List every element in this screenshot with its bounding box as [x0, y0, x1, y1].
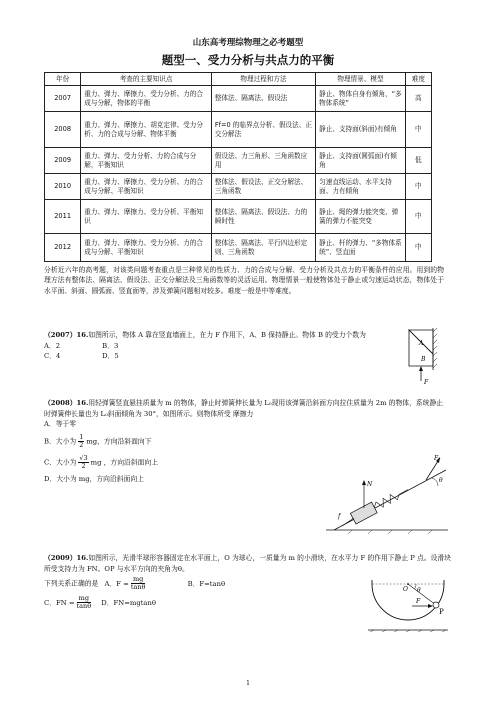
label-b: B [421, 356, 426, 363]
cell-year: 2008 [45, 112, 81, 148]
cell-knowledge: 重力、弹力、摩擦力、受力分析、平衡知识 [81, 200, 212, 234]
cell-scenario: 静止、支持面(斜面)有倾角 [316, 112, 406, 148]
cell-difficulty: 中 [405, 234, 431, 262]
cell-difficulty: 中 [405, 200, 431, 234]
fraction: $\frac{mg}{\tan\theta}$ [76, 594, 92, 610]
fraction: $\frac{√3}{2}$ [79, 453, 88, 470]
table-row [45, 200, 432, 234]
label-f: F [424, 379, 429, 386]
fraction: $\frac{1}{2}$ [79, 432, 84, 449]
cell-knowledge: 重力、弹力、摩擦力、胡克定律、受力分析、力的合成与分解、物体平衡 [81, 112, 212, 148]
question-2007 [44, 330, 384, 362]
option-b: B．F=tanθ [187, 579, 226, 588]
hemisphere-figure [366, 574, 450, 632]
cell-difficulty: 高 [405, 86, 431, 112]
header-knowledge: 考查的主要知识点 [81, 73, 212, 86]
header-scenario: 物理情景、模型 [316, 73, 406, 86]
cell-year: 2012 [45, 234, 81, 262]
wall-blocks-figure [395, 326, 447, 386]
option-d: D．FN=mgtanθ [101, 598, 156, 607]
cell-difficulty: 中 [405, 174, 431, 200]
cell-scenario: 静止、绳的弹力能突变、弹簧的弹力不能突变 [316, 200, 406, 234]
option-c: C．4 [44, 352, 61, 360]
option-b: B．大小为 $\frac{1}{2}$ mg，方向沿斜面向下 [44, 432, 152, 449]
question-tag: （2009）16. [44, 554, 89, 562]
cell-scenario: 静止、物体自身有倾角，“多物体系统” [316, 86, 406, 112]
label-f: F [416, 598, 421, 605]
question-tag: （2007）16. [44, 331, 89, 339]
page-number: 1 [246, 680, 250, 687]
option-d: D．大小为 mg，方向沿斜面向上 [44, 474, 144, 483]
option-a: A．2 [44, 341, 61, 350]
table-row [45, 234, 432, 262]
option-a: A．等于零 [44, 420, 77, 428]
cell-difficulty: 中 [405, 112, 431, 148]
label-theta: θ [439, 477, 443, 484]
label-p: P [439, 608, 444, 616]
cell-difficulty: 低 [405, 148, 431, 174]
cell-scenario: 匀速直线运动、水平支持面、力有倾角 [316, 174, 406, 200]
option-a: A．F = $\frac{mg}{\tan\theta}$ [104, 575, 146, 591]
label-theta: θ [417, 587, 421, 594]
cell-year: 2011 [45, 200, 81, 234]
label-friction: f [338, 513, 341, 520]
cell-year: 2009 [45, 148, 81, 174]
cell-knowledge: 重力、弹力、摩擦力、受力分析、力的合成与分解、平衡知识 [81, 174, 212, 200]
section-title: 题型一、受力分析与共点力的平衡 [161, 53, 335, 67]
cell-method: 整体法、假设法、正交分解法、三角函数 [211, 174, 315, 200]
cell-knowledge: 重力、弹力、受力分析、力的合成与分解，平衡知识 [81, 148, 212, 174]
table-row [45, 174, 432, 200]
option-c: C．FN = $\frac{mg}{\tan\theta}$ [44, 594, 92, 610]
cell-scenario: 静止、支持面(圆弧面)有倾角 [316, 148, 406, 174]
cell-knowledge: 重力、弹力、摩擦力、受力分析、力的合成与分解、平衡知识 [81, 234, 212, 262]
header-difficulty: 难度 [405, 73, 431, 86]
question-tag: （2008）16. [44, 399, 89, 407]
label-o: O [403, 586, 408, 593]
label-n: N [367, 481, 373, 488]
option-b: B．3 [102, 341, 119, 350]
exam-summary-table [44, 72, 432, 262]
header-method: 物理过程和方法 [211, 73, 315, 86]
option-d: D．5 [102, 352, 119, 360]
label-f: F [434, 455, 439, 462]
question-stem: 用轻弹簧竖直悬挂质量为 m 的物体，静止时弹簧伸长量为 L₀现用该弹簧沿斜面方向拉住质量为 2m 的物体，系统静止时弹簧伸长量也为 L₀斜面倾角为 30°，如图所示。则物体所受 摩擦力 [44, 399, 444, 418]
cell-method: 整体法、隔离法、假设法、力的瞬时性 [211, 200, 315, 234]
question-stem: 如图所示，物体 A 靠在竖直墙面上，在力 F 作用下，A、B 保持静止。物体 B 的受力个数为 [88, 331, 366, 339]
label-a: A [419, 340, 424, 347]
cell-method: 整体法、隔离法、假设法 [211, 86, 315, 112]
cell-method: Ff=0 的临界点分析、假设法、正交分解法 [211, 112, 315, 148]
question-stem: 如图所示，光滑半球形容器固定在水平面上，O 为球心，一质量为 m 的小滑块，在水平力 F 的作用下静止 P 点。设滑块所受支持力为 FN。OP 与水平方向的夹角为θ。 [44, 554, 452, 573]
table-row [45, 148, 432, 174]
table-header-row [45, 73, 432, 86]
cell-method: 假设法、力三角形、三角函数应用 [211, 148, 315, 174]
cell-knowledge: 重力、弹力、摩擦力、受力分析、力的合成与分解，物体的平衡 [81, 86, 212, 112]
cell-year: 2010 [45, 174, 81, 200]
table-row [45, 112, 432, 148]
analysis-paragraph: 分析近六年的高考题，对该类问题考查重点是三种常见的性质力、力的合成与分解、受力分析及共点力的平衡条件的应用。用到的物理方法有整体法、隔离法、假设法、正交分解法及三角函数等的灵活运用。物理情景一般使物体处于静止或匀速运动状态，物体处于水平面、斜面、圆弧面、竖直面等，涉及弹簧问题相对较多。难度一般是中等难度。 [44, 266, 444, 295]
question-lead: 下列关系正确的是 [44, 579, 99, 588]
incline-spring-figure [322, 452, 452, 534]
header-year: 年份 [45, 73, 81, 86]
document-header: 山东高考理综物理之必考题型 [192, 38, 304, 48]
table-row [45, 86, 432, 112]
fraction: $\frac{mg}{\tan\theta}$ [130, 575, 146, 591]
cell-year: 2007 [45, 86, 81, 112]
option-c: C．大小为 $\frac{√3}{2}$ mg ，方向沿斜面向上 [44, 453, 159, 470]
cell-scenario: 静止、杆的弹力、“多物体系统”、竖直面 [316, 234, 406, 262]
cell-method: 整体法、隔离法、平行四边形定则、三角函数 [211, 234, 315, 262]
